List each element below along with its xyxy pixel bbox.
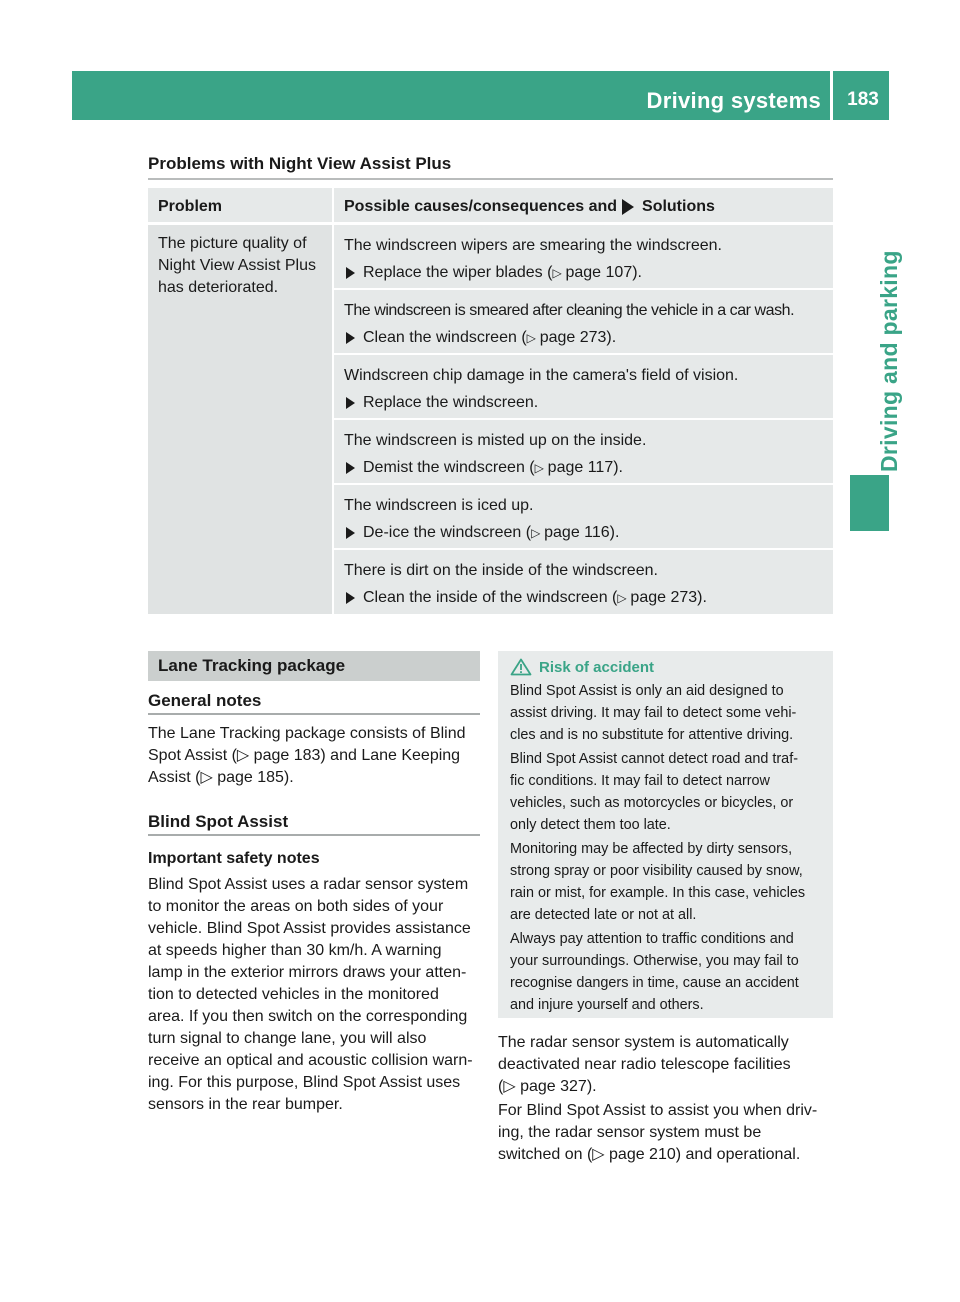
side-tab-label: Driving and parking xyxy=(876,250,902,472)
cause-text: The windscreen is smeared after cleaning the vehicle in a car wash. xyxy=(344,302,795,319)
problem-line: Night View Assist Plus xyxy=(158,257,316,274)
text-line: ing. For this purpose, Blind Spot Assist uses xyxy=(148,1074,461,1091)
text-line: cles and is no substitute for attentive driving. xyxy=(510,727,794,743)
cause-text: Windscreen chip damage in the camera's field of vision. xyxy=(344,367,739,384)
safety-notes-paragraph xyxy=(148,874,484,1116)
solution-arrow-icon xyxy=(622,199,634,215)
general-notes-heading: General notes xyxy=(148,691,262,710)
warning-paragraph xyxy=(510,838,825,926)
table-heading: Problems with Night View Assist Plus xyxy=(148,154,452,173)
table-header-row xyxy=(148,188,833,222)
page-reference-link[interactable]: page 273). xyxy=(630,589,707,606)
text-line: vehicle. Blind Spot Assist provides assistance xyxy=(148,920,471,937)
page-reference-icon: ▷ xyxy=(552,266,566,280)
action-arrow-icon xyxy=(346,332,355,344)
col-header-causes-prefix: Possible causes/consequences and xyxy=(344,198,618,215)
side-tab-marker xyxy=(850,475,889,531)
text-line: receive an optical and acoustic collision warn- xyxy=(148,1052,473,1069)
safety-notes-heading: Important safety notes xyxy=(148,850,320,867)
table-heading-rule xyxy=(148,178,833,180)
text-line: ing, the radar sensor system must be xyxy=(498,1124,762,1141)
text-line: and injure yourself and others. xyxy=(510,997,704,1013)
text-line: Blind Spot Assist is only an aid designed to xyxy=(510,683,784,699)
solution-text: Demist the windscreen ( xyxy=(363,459,535,476)
text-line: lamp in the exterior mirrors draws your atten- xyxy=(148,964,467,981)
page-reference-icon: ▷ xyxy=(531,526,545,540)
solution-line xyxy=(344,392,823,414)
text-line: tion to detected vehicles in the monitored xyxy=(148,986,439,1003)
text-line: fic conditions. It may fail to detect narrow xyxy=(510,773,770,789)
text-line: (▷ page 327). xyxy=(498,1078,597,1095)
problem-line: has deteriorated. xyxy=(158,279,279,296)
cause-text: The windscreen wipers are smearing the windscreen. xyxy=(344,237,722,254)
text-line: vehicles, such as motorcycles or bicycles, or xyxy=(510,795,794,811)
text-line: turn signal to change lane, you will also xyxy=(148,1030,427,1047)
solution-line xyxy=(344,327,823,349)
action-arrow-icon xyxy=(346,592,355,604)
text-line: Assist (▷ page 185). xyxy=(148,769,294,786)
problem-line: The picture quality of xyxy=(158,235,307,252)
cause-text: There is dirt on the inside of the windscreen. xyxy=(344,562,658,579)
header-separator xyxy=(830,71,833,120)
heading-rule xyxy=(148,834,480,836)
text-line: at speeds higher than 30 km/h. A warning xyxy=(148,942,442,959)
page-reference-link[interactable]: page 117). xyxy=(547,459,623,476)
warning-title: Risk of accident xyxy=(539,658,655,676)
page-reference-link[interactable]: page 116). xyxy=(544,524,620,541)
action-arrow-icon xyxy=(346,267,355,279)
causes-column xyxy=(334,225,833,614)
solution-line xyxy=(344,522,823,544)
problems-table xyxy=(148,188,833,614)
page-reference-icon: ▷ xyxy=(526,331,540,345)
col-header-causes-suffix: Solutions xyxy=(642,198,715,215)
text-line: switched on (▷ page 210) and operational. xyxy=(498,1146,801,1163)
text-line: recognise dangers in time, cause an accident xyxy=(510,975,799,991)
col-header-causes xyxy=(334,188,833,222)
section-banner: Lane Tracking package xyxy=(148,651,480,681)
solution-text: Clean the windscreen ( xyxy=(363,329,527,346)
cause-cell xyxy=(334,550,833,614)
warning-paragraph xyxy=(510,748,825,836)
solution-text: Replace the windscreen. xyxy=(363,394,539,411)
text-line: For Blind Spot Assist to assist you when driv- xyxy=(498,1102,818,1119)
solution-text: Replace the wiper blades ( xyxy=(363,264,553,281)
page-number: 183 xyxy=(847,89,879,110)
action-arrow-icon xyxy=(346,462,355,474)
text-line: strong spray or poor visibility caused by snow, xyxy=(510,863,803,879)
text-line: Always pay attention to traffic conditions and xyxy=(510,931,794,947)
text-line: your surroundings. Otherwise, you may fail to xyxy=(510,953,799,969)
text-line: deactivated near radio telescope facilities xyxy=(498,1056,791,1073)
heading-rule xyxy=(148,713,480,715)
action-arrow-icon xyxy=(346,397,355,409)
text-line: The radar sensor system is automatically xyxy=(498,1034,789,1051)
text-line: only detect them too late. xyxy=(510,817,671,833)
blind-spot-assist-heading: Blind Spot Assist xyxy=(148,812,289,831)
cause-cell xyxy=(334,355,833,418)
text-line: are detected late or not at all. xyxy=(510,907,697,923)
table-body-row xyxy=(148,225,833,614)
cause-cell xyxy=(334,225,833,288)
text-line: sensors in the rear bumper. xyxy=(148,1096,343,1113)
radar-deactivation-paragraph xyxy=(498,1032,843,1098)
general-notes-paragraph xyxy=(148,723,488,789)
warning-paragraph xyxy=(510,928,825,1016)
text-line: Spot Assist (▷ page 183) and Lane Keeping xyxy=(148,747,461,764)
text-line: assist driving. It may fail to detect some vehi- xyxy=(510,705,797,721)
warning-header xyxy=(510,657,825,677)
cause-text: The windscreen is iced up. xyxy=(344,497,534,514)
problem-cell xyxy=(148,225,332,614)
solution-line xyxy=(344,262,823,284)
warning-box xyxy=(498,651,833,1018)
solution-text: De-ice the windscreen ( xyxy=(363,524,532,541)
cause-cell xyxy=(334,290,833,353)
action-arrow-icon xyxy=(346,527,355,539)
text-line: area. If you then switch on the corresponding xyxy=(148,1008,468,1025)
warning-triangle-icon xyxy=(510,658,532,676)
solution-text: Clean the inside of the windscreen ( xyxy=(363,589,618,606)
cause-cell xyxy=(334,420,833,483)
warning-paragraph xyxy=(510,680,825,746)
page-reference-link[interactable]: page 273). xyxy=(539,329,617,346)
cause-cell xyxy=(334,485,833,548)
solution-line xyxy=(344,457,823,479)
text-line: to monitor the areas on both sides of your xyxy=(148,898,444,915)
text-line: rain or mist, for example. In this case, vehicles xyxy=(510,885,806,901)
text-line: Monitoring may be affected by dirty sensors, xyxy=(510,841,793,857)
page-reference-icon: ▷ xyxy=(534,461,548,475)
text-line: Blind Spot Assist cannot detect road and traf- xyxy=(510,751,798,767)
page-reference-link[interactable]: page 107). xyxy=(565,264,642,281)
text-line: Blind Spot Assist uses a radar sensor system xyxy=(148,876,469,893)
page-reference-icon: ▷ xyxy=(617,591,631,605)
header-title: Driving systems xyxy=(646,88,821,113)
cause-text: The windscreen is misted up on the inside. xyxy=(344,432,647,449)
radar-requirement-paragraph xyxy=(498,1100,843,1166)
col-header-problem: Problem xyxy=(148,188,332,222)
solution-line xyxy=(344,587,823,609)
text-line: The Lane Tracking package consists of Blind xyxy=(148,725,466,742)
